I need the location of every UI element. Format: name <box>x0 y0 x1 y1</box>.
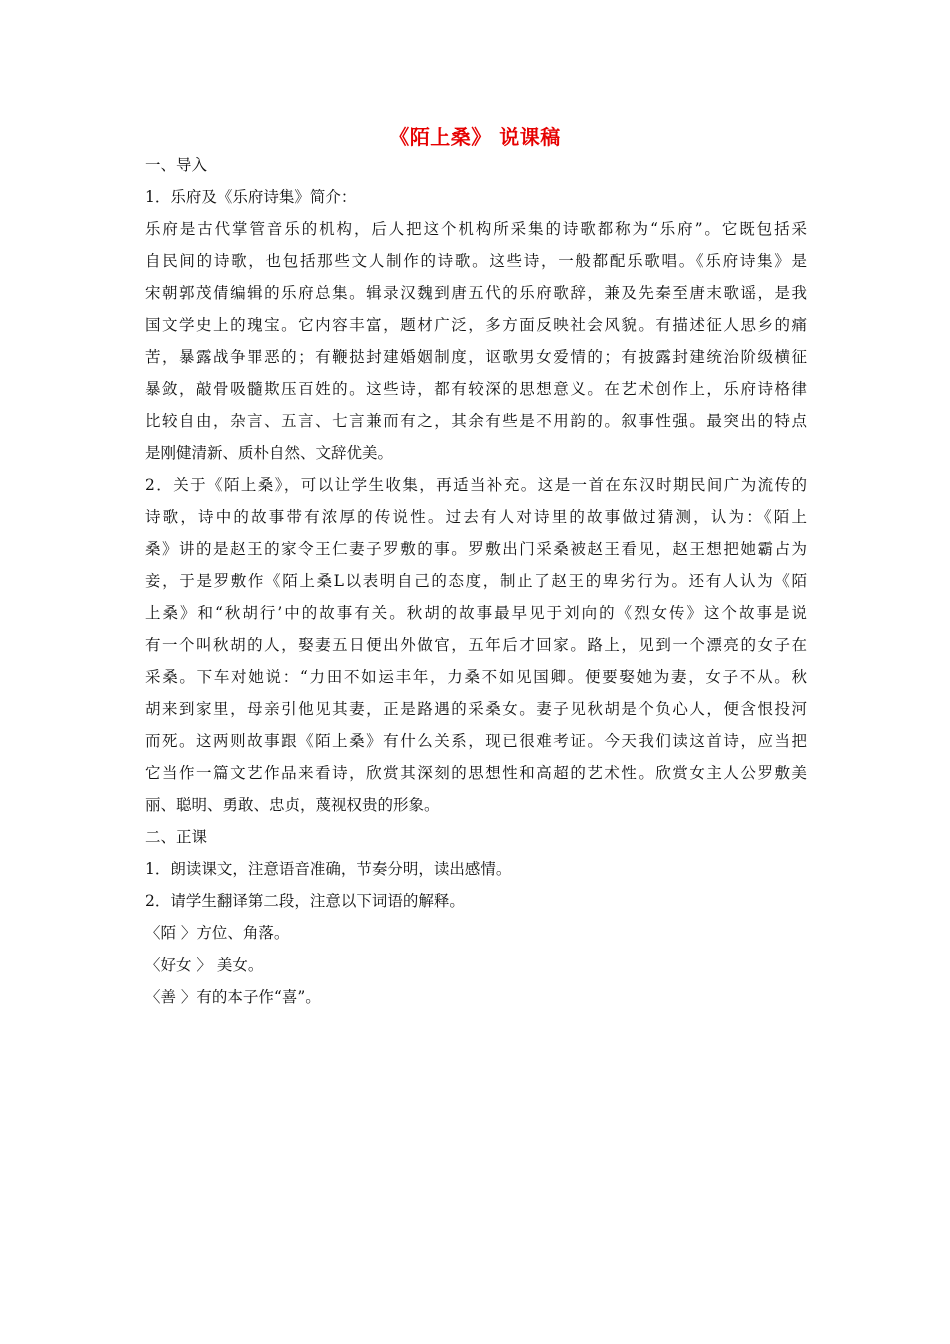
text-line: 桑》讲的是赵王的家令王仁妻子罗敷的事。罗敷出门采桑被赵王看见，赵王想把她霸占为 <box>145 540 807 558</box>
text-line: 是刚健清新、质朴自然、文辞优美。 <box>145 444 394 462</box>
text-line: 比较自由，杂言、五言、七言兼而有之，其余有些是不用韵的。叙事性强。最突出的特点 <box>145 412 807 430</box>
text-line: 国文学史上的瑰宝。它内容丰富，题材广泛，多方面反映社会风貌。有描述征人思乡的痛 <box>145 316 807 334</box>
text-line: 它当作一篇文艺作品来看诗，欣赏其深刻的思想性和高超的艺术性。欣赏女主人公罗敷美 <box>145 764 807 782</box>
text-line: 有一个叫秋胡的人，娶妻五日便出外做官，五年后才回家。路上，见到一个漂亮的女子在 <box>145 636 807 654</box>
text-line: 〈好女 〉 美女。 <box>145 956 264 974</box>
text-line: 〈善 〉有的本子作“喜”。 <box>145 988 321 1006</box>
text-line: 诗歌，诗中的故事带有浓厚的传说性。过去有人对诗里的故事做过猜测，认为：《陌上 <box>145 508 807 526</box>
document-body <box>145 149 807 1013</box>
text-line: 胡来到家里，母亲引他见其妻，正是路遇的采桑女。妻子见秋胡是个负心人，便含恨投河 <box>145 700 807 718</box>
text-line: 2．关于《陌上桑》，可以让学生收集，再适当补充。这是一首在东汉时期民间广为流传的 <box>145 476 807 494</box>
text-line: 妾，于是罗敷作《陌上桑L以表明自己的态度，制止了赵王的卑劣行为。还有人认为《陌 <box>145 572 807 590</box>
text-line: 自民间的诗歌，也包括那些文人制作的诗歌。这些诗，一般都配乐歌唱。《乐府诗集》是 <box>145 252 807 270</box>
text-line: 1．朗读课文，注意语音准确，节奏分明，读出感情。 <box>145 860 512 878</box>
text-line: 一、导入 <box>145 156 208 174</box>
text-line: 采桑。下车对她说：“力田不如运丰年，力桑不如见国卿。便要娶她为妻，女子不从。秋 <box>145 668 807 686</box>
text-line: 1．乐府及《乐府诗集》简介： <box>145 188 357 206</box>
text-line: 丽、聪明、勇敢、忠贞，蔑视权贵的形象。 <box>145 796 440 814</box>
text-line: 苦，暴露战争罪恶的；有鞭挞封建婚姻制度，讴歌男女爱情的；有披露封建统治阶级横征 <box>145 348 807 366</box>
text-line: 〈陌 〉方位、角落。 <box>145 924 290 942</box>
text-line: 2．请学生翻译第二段，注意以下词语的解释。 <box>145 892 465 910</box>
text-line: 暴敛，敲骨吸髓欺压百姓的。这些诗，都有较深的思想意义。在艺术创作上，乐府诗格律 <box>145 380 807 398</box>
text-line: 二、正课 <box>145 828 208 846</box>
text-line: 上桑》和“秋胡行’中的故事有关。秋胡的故事最早见于刘向的《烈女传》这个故事是说 <box>145 604 807 622</box>
text-line: 乐府是古代掌管音乐的机构，后人把这个机构所采集的诗歌都称为“乐府”。它既包括采 <box>145 220 807 238</box>
document-title: 《陌上桑》 说课稿 <box>389 125 561 149</box>
text-line: 而死。这两则故事跟《陌上桑》有什么关系，现已很难考证。今天我们读这首诗，应当把 <box>145 732 807 750</box>
text-line: 宋朝郭茂倩编辑的乐府总集。辑录汉魏到唐五代的乐府歌辞，兼及先秦至唐末歌谣，是我 <box>145 284 807 302</box>
